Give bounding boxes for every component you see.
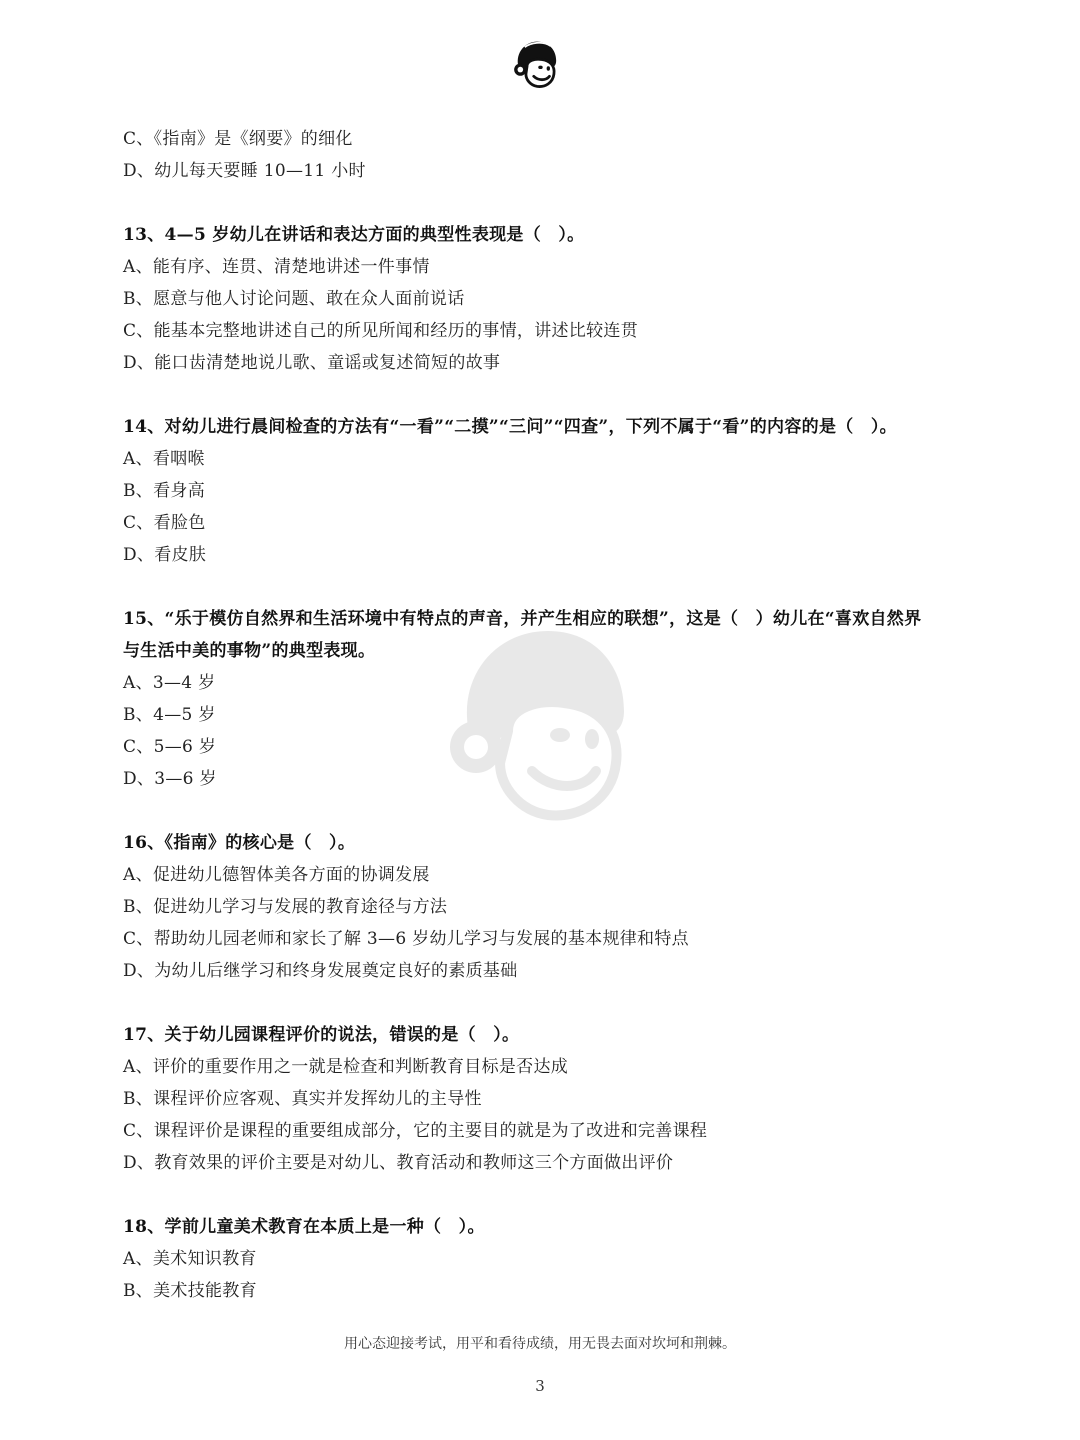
question-stem: 18、学前儿童美术教育在本质上是一种（ ）。 xyxy=(123,1217,485,1237)
question-stem: 15、“乐于模仿自然界和生活环境中有特点的声音，并产生相应的联想”，这是（ ）幼儿在“喜欢自然界 xyxy=(123,609,922,629)
question-stem: 14、对幼儿进行晨间检查的方法有“一看”“二摸”“三问”“四查”，下列不属于“看”的内容的是（ ）。 xyxy=(123,417,897,437)
option-text: B、课程评价应客观、真实并发挥幼儿的主导性 xyxy=(123,1089,482,1109)
option-text: A、看咽喉 xyxy=(123,449,205,469)
monkey-mascot-watermark xyxy=(440,618,640,828)
option-text: A、促进幼儿德智体美各方面的协调发展 xyxy=(123,865,430,885)
option-text: D、能口齿清楚地说儿歌、童谣或复述简短的故事 xyxy=(123,353,501,373)
option-text: C、《指南》是《纲要》的细化 xyxy=(123,129,353,149)
monkey-mascot-icon xyxy=(508,36,564,92)
question-stem: 16、《指南》的核心是（ ）。 xyxy=(123,833,356,853)
option-text: C、5—6 岁 xyxy=(123,737,217,757)
option-text: A、美术知识教育 xyxy=(123,1249,257,1269)
option-text: A、评价的重要作用之一就是检查和判断教育目标是否达成 xyxy=(123,1057,569,1077)
option-text: C、帮助幼儿园老师和家长了解 3—6 岁幼儿学习与发展的基本规律和特点 xyxy=(123,929,689,949)
question-stem: 17、关于幼儿园课程评价的说法，错误的是（ ）。 xyxy=(123,1025,520,1045)
question-stem: 与生活中美的事物”的典型表现。 xyxy=(123,641,376,661)
option-text: D、为幼儿后继学习和终身发展奠定良好的素质基础 xyxy=(123,961,518,981)
option-text: B、促进幼儿学习与发展的教育途径与方法 xyxy=(123,897,448,917)
option-text: A、能有序、连贯、清楚地讲述一件事情 xyxy=(123,257,430,277)
option-text: C、能基本完整地讲述自己的所见所闻和经历的事情，讲述比较连贯 xyxy=(123,321,639,341)
footer-motto: 用心态迎接考试，用平和看待成绩，用无畏去面对坎坷和荆棘。 xyxy=(344,1336,736,1352)
option-text: B、愿意与他人讨论问题、敢在众人面前说话 xyxy=(123,289,465,309)
option-text: D、看皮肤 xyxy=(123,545,207,565)
option-text: C、看脸色 xyxy=(123,513,206,533)
option-text: C、课程评价是课程的重要组成部分，它的主要目的就是为了改进和完善课程 xyxy=(123,1121,708,1141)
option-text: D、教育效果的评价主要是对幼儿、教育活动和教师这三个方面做出评价 xyxy=(123,1153,674,1173)
option-text: B、4—5 岁 xyxy=(123,705,216,725)
option-text: A、3—4 岁 xyxy=(123,673,216,693)
question-stem: 13、4—5 岁幼儿在讲话和表达方面的典型性表现是（ ）。 xyxy=(123,225,585,245)
page-number: 3 xyxy=(535,1377,545,1395)
option-text: B、看身高 xyxy=(123,481,205,501)
option-text: B、美术技能教育 xyxy=(123,1281,257,1301)
option-text: D、幼儿每天要睡 10—11 小时 xyxy=(123,161,366,181)
option-text: D、3—6 岁 xyxy=(123,769,217,789)
